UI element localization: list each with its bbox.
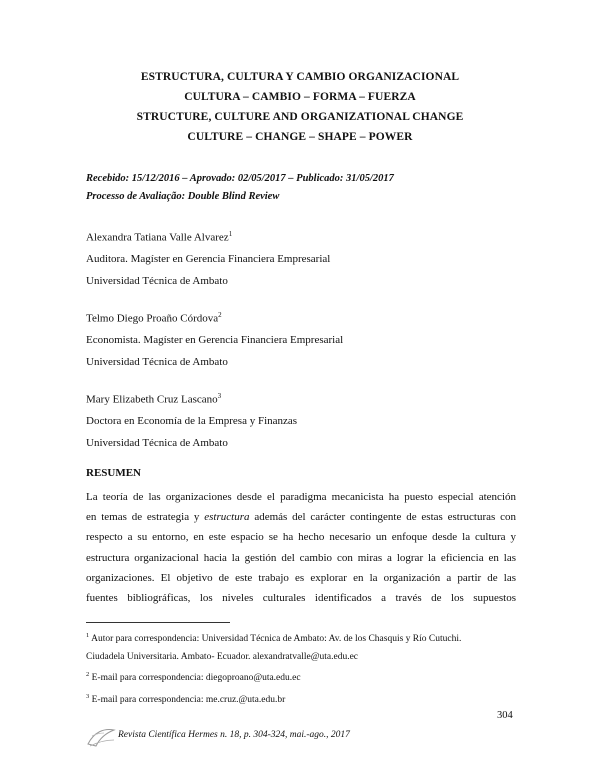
abstract-body <box>86 487 516 608</box>
author-name: Telmo Diego Proaño Córdova$^2$ <box>86 311 222 325</box>
title-block <box>0 67 600 147</box>
author-affiliation: Universidad Técnica de Ambato <box>86 355 228 368</box>
review-process: Processo de Avaliação: Double Blind Review <box>86 191 280 202</box>
author-block <box>86 386 297 454</box>
footnotes <box>86 627 526 709</box>
footnote-2: $^2$ E-mail para correspondencia: diegoproano@uta.edu.ec <box>86 671 301 684</box>
journal-logo-icon <box>86 724 116 750</box>
abstract-line: fuentes bibliográficas, los niveles culturales identificados a través de los supuestos <box>86 592 516 605</box>
author-role: Doctora en Economía de la Empresa y Finanzas <box>86 415 298 428</box>
abstract-line: organizaciones. El objetivo de este trabajo es explorar en la organización a partir de las <box>86 571 516 584</box>
author-role: Economista. Magíster en Gerencia Financiera Empresarial <box>86 334 344 347</box>
italic-term: estructura <box>204 511 250 524</box>
footnote-1: $^1$ Autor para correspondencia: Universidad Técnica de Ambato: Av. de los Chasquis y Río Cutuchi. <box>86 632 462 645</box>
abstract-heading: RESUMEN <box>86 467 142 479</box>
abstract-line: en temas de estrategia y estructura además del carácter contingente de estas estructuras con <box>86 511 516 524</box>
footnote-3: $^3$ E-mail para correspondencia: me.cruz.@uta.edu.br <box>86 692 286 705</box>
author-block <box>86 305 343 373</box>
author-affiliation: Universidad Técnica de Ambato <box>86 274 228 287</box>
journal-citation: Revista Científica Hermes n. 18, p. 304-324, mai.-ago., 2017 <box>118 730 350 740</box>
abstract-line: respecto a su entorno, en este espacio se ha hecho necesario un enfoque desde la cultura y <box>86 531 516 544</box>
author-affiliation: Universidad Técnica de Ambato <box>86 436 228 449</box>
footnote-ref[interactable]: 2 <box>218 311 222 319</box>
spanish-keywords: CULTURA – CAMBIO – FORMA – FUERZA <box>184 91 416 103</box>
author-name: Alexandra Tatiana Valle Alvarez$^1$ <box>86 230 233 244</box>
abstract-line: La teoría de las organizaciones desde el paradigma mecanicista ha puesto especial atención <box>86 491 516 503</box>
author-name: Mary Elizabeth Cruz Lascano$^3$ <box>86 392 222 406</box>
page-number: 304 <box>497 710 513 721</box>
english-keywords: CULTURE – CHANGE – SHAPE – POWER <box>187 131 413 143</box>
journal-footer <box>86 724 526 750</box>
footnote-ref[interactable]: 3 <box>217 392 222 400</box>
publication-dates: Recebido: 15/12/2016 – Aprovado: 02/05/2017 – Publicado: 31/05/2017 <box>86 173 394 184</box>
english-title: STRUCTURE, CULTURE AND ORGANIZATIONAL CHANGE <box>136 111 464 123</box>
footnote-divider <box>86 622 230 623</box>
abstract-line: estructura organizacional hacia la gestión del cambio con miras a lograr la eficiencia en las <box>86 551 516 564</box>
author-role: Auditora. Magíster en Gerencia Financiera Empresarial <box>86 253 331 266</box>
footnote-ref[interactable]: 1 <box>228 230 233 238</box>
publication-meta <box>86 170 394 206</box>
author-block <box>86 224 330 292</box>
footnote-1-cont: Ciudadela Universitaria. Ambato- Ecuador. alexandratvalle@uta.edu.ec <box>86 651 359 662</box>
spanish-title: ESTRUCTURA, CULTURA Y CAMBIO ORGANIZACIONAL <box>140 71 460 83</box>
